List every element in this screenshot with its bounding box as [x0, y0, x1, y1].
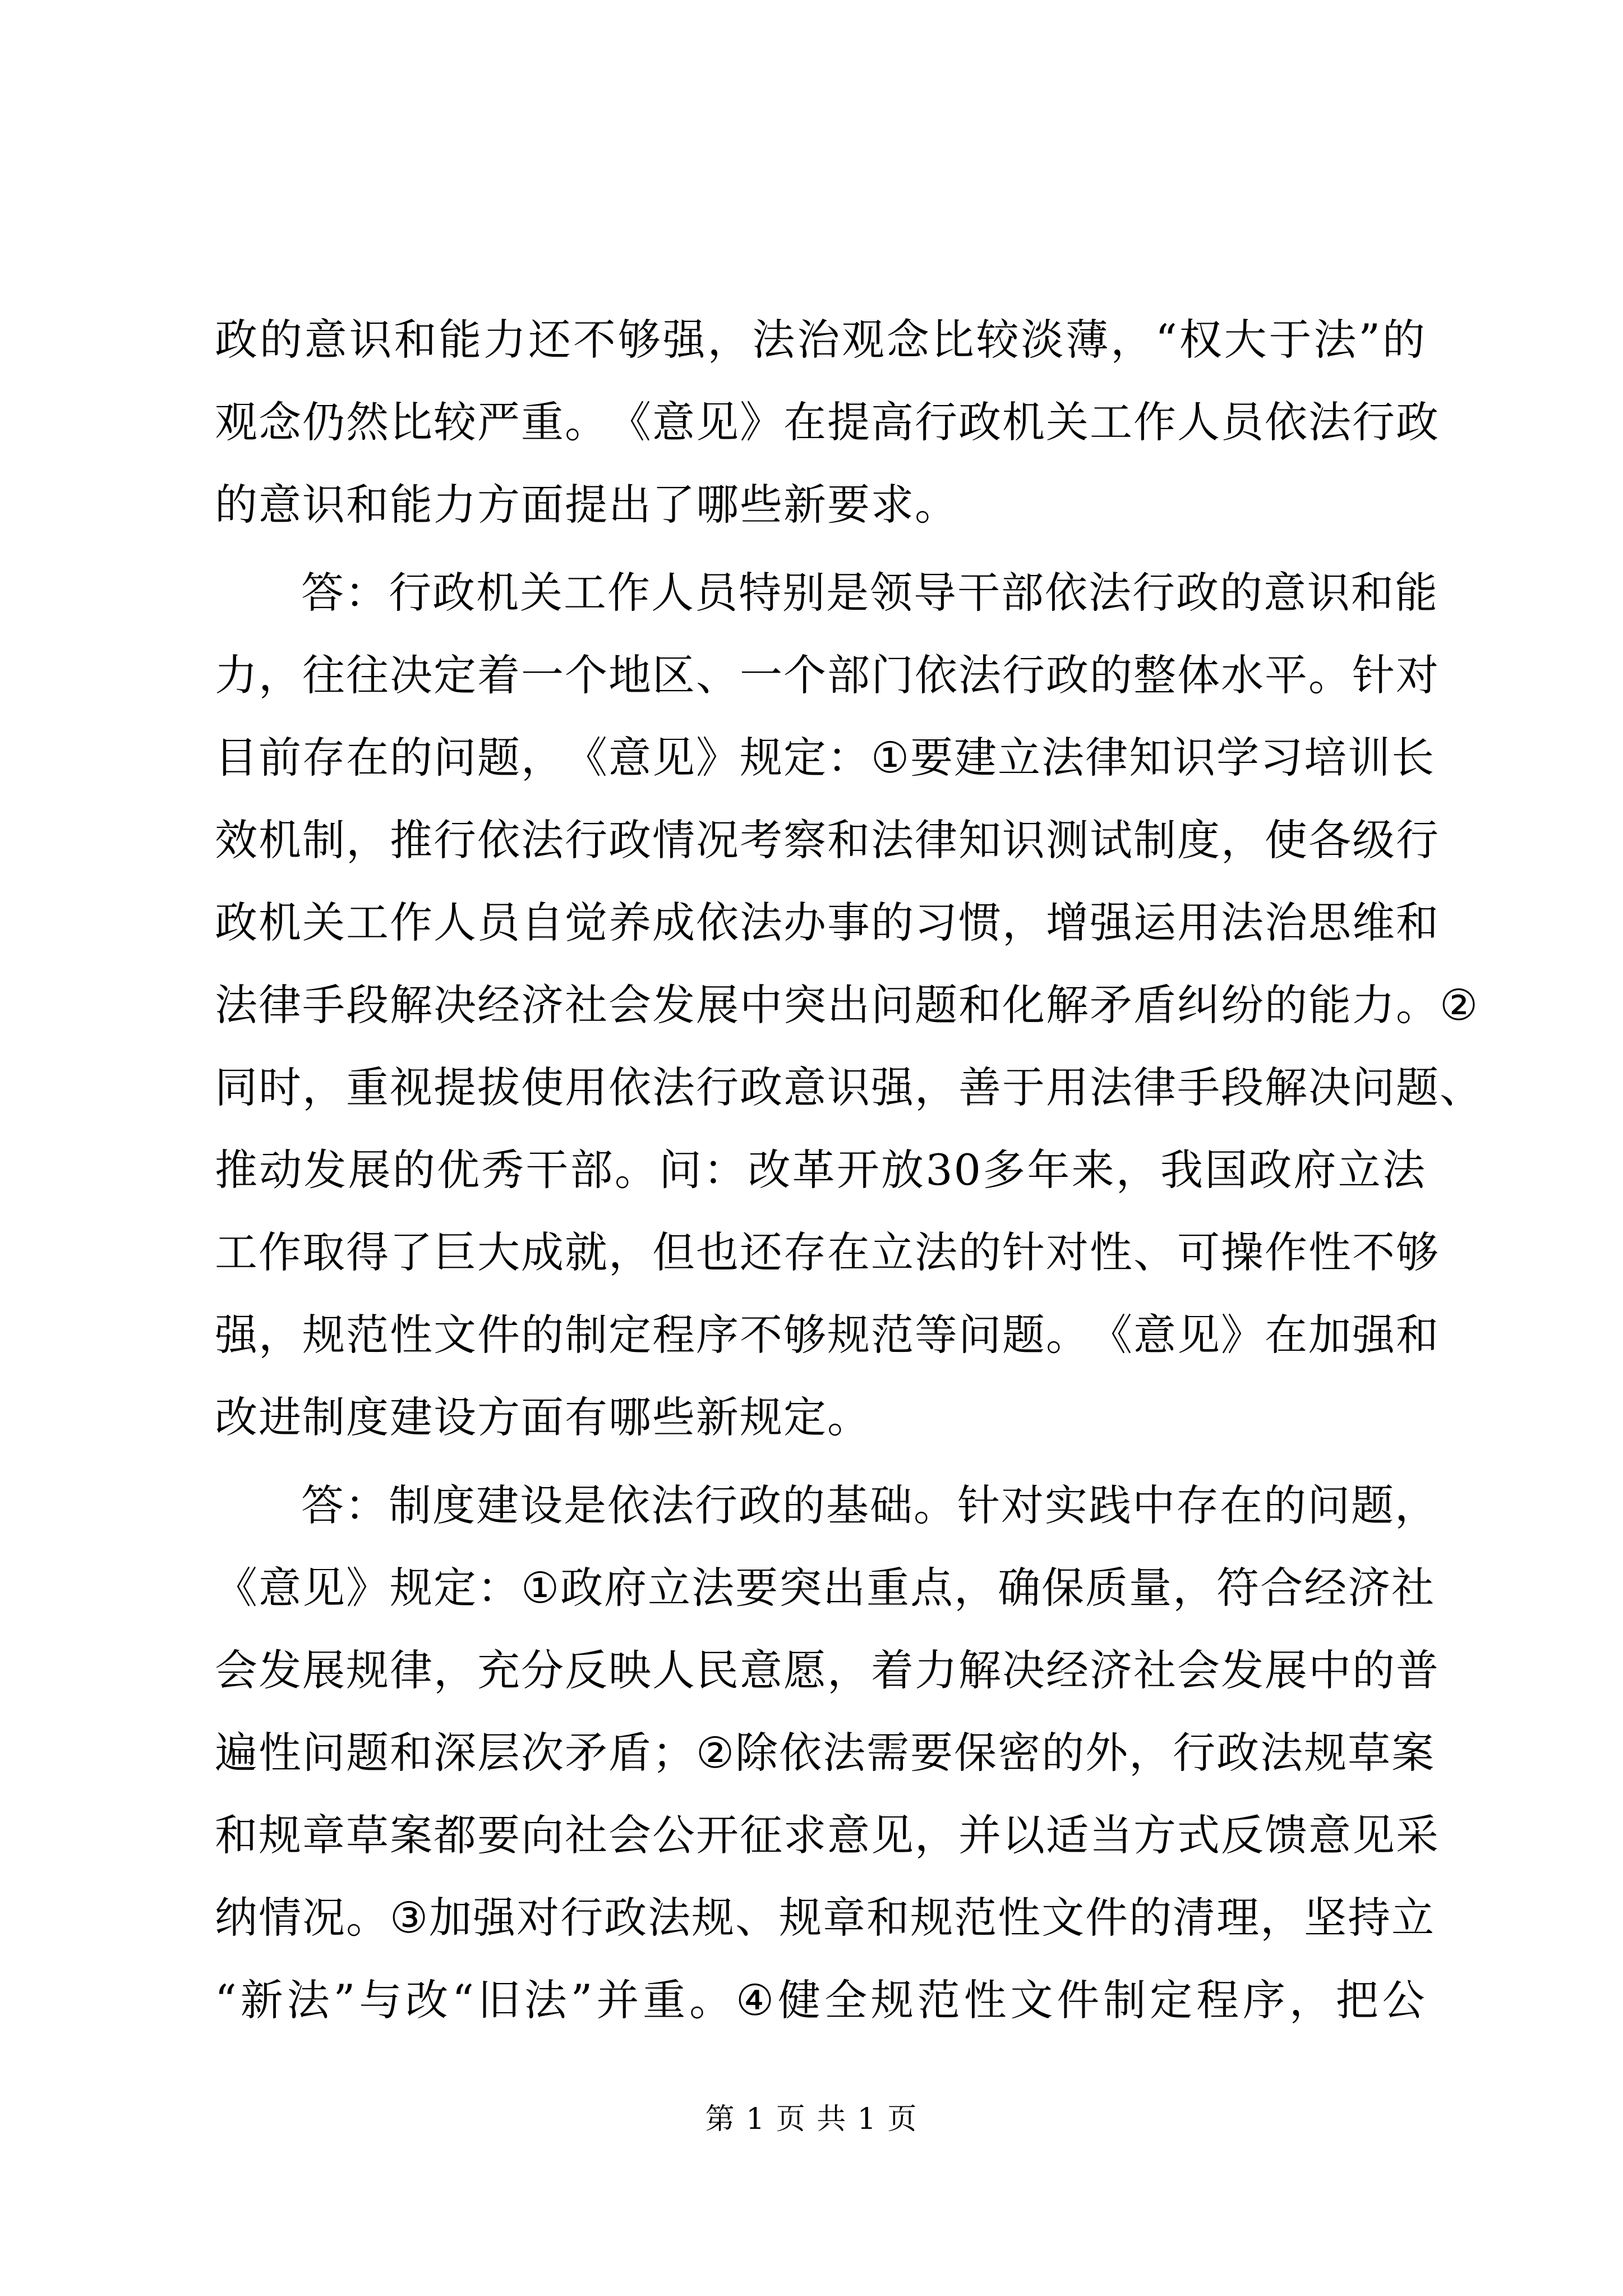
text-line: “ 新 法 ” 与 改 “ 旧 法 ” 并 重 。 ④ 健 全 规 范 性 文 件 制 定 程 序 ， 把 公: [215, 1975, 1426, 2025]
text-line: 政 的 意 识 和 能 力 还 不 够 强 ， 法 治 观 念 比 较 淡 薄 ， “ 权 大 于 法 ” 的: [215, 315, 1426, 365]
text-line: 同 时 ， 重 视 提 拔 使 用 依 法 行 政 意 识 强 ， 善 于 用 法 律 手 段 解 决 问 题 、: [215, 1062, 1483, 1112]
text-line: 的意识和能力方面提出了哪些新要求。: [215, 480, 958, 530]
text-line: 效 机 制 ， 推 行 依 法 行 政 情 况 考 察 和 法 律 知 识 测 试 制 度 ， 使 各 级 行: [215, 815, 1440, 865]
text-line: 《 意 见 》 规 定 ： ① 政 府 立 法 要 突 出 重 点 ， 确 保 质 量 ， 符 合 经 济 社: [215, 1563, 1436, 1613]
text-line: 和 规 章 草 案 都 要 向 社 会 公 开 征 求 意 见 ， 并 以 适 当 方 式 反 馈 意 见 采: [215, 1810, 1440, 1860]
text-line: 改进制度建设方面有哪些新规定。: [215, 1392, 871, 1442]
text-line: 纳 情 况 。 ③ 加 强 对 行 政 法 规 、 规 章 和 规 范 性 文 件 的 清 理 ， 坚 持 立: [215, 1893, 1436, 1943]
text-line: 遍 性 问 题 和 深 层 次 矛 盾 ； ② 除 依 法 需 要 保 密 的 外 ， 行 政 法 规 草 案: [215, 1728, 1436, 1778]
text-line: 政 机 关 工 作 人 员 自 觉 养 成 依 法 办 事 的 习 惯 ， 增 强 运 用 法 治 思 维 和: [215, 898, 1440, 947]
page-number-footer: 第 1 页 共 1 页: [705, 2102, 918, 2136]
text-line: 目 前 存 在 的 问 题 ， 《 意 见 》 规 定 ： ① 要 建 立 法 律 知 识 学 习 培 训 长: [215, 733, 1436, 783]
text-line: 法 律 手 段 解 决 经 济 社 会 发 展 中 突 出 问 题 和 化 解 矛 盾 纠 纷 的 能 力 。 ②: [215, 980, 1479, 1030]
text-line: 答 ： 制 度 建 设 是 依 法 行 政 的 基 础 。 针 对 实 践 中 存 在 的 问 题 ，: [301, 1480, 1438, 1530]
text-line: 推 动 发 展 的 优 秀 干 部 。 问 ： 改 革 开 放 30 多 年 来 ， 我 国 政 府 立 法: [215, 1145, 1426, 1195]
text-line: 工 作 取 得 了 巨 大 成 就 ， 但 也 还 存 在 立 法 的 针 对 性 、 可 操 作 性 不 够: [215, 1227, 1440, 1277]
text-line: 答 ： 行 政 机 关 工 作 人 员 特 别 是 领 导 干 部 依 法 行 政 的 意 识 和 能: [301, 568, 1438, 618]
text-line: 观 念 仍 然 比 较 严 重 。 《 意 见 》 在 提 高 行 政 机 关 工 作 人 员 依 法 行 政: [215, 397, 1440, 447]
text-line: 强 ， 规 范 性 文 件 的 制 定 程 序 不 够 规 范 等 问 题 。 《 意 见 》 在 加 强 和: [215, 1310, 1440, 1360]
document-body: [215, 298, 1483, 2041]
text-line: 会 发 展 规 律 ， 充 分 反 映 人 民 意 愿 ， 着 力 解 决 经 济 社 会 发 展 中 的 普: [215, 1645, 1440, 1695]
text-line: 力 ， 往 往 决 定 着 一 个 地 区 、 一 个 部 门 依 法 行 政 的 整 体 水 平 。 针 对: [215, 650, 1440, 700]
